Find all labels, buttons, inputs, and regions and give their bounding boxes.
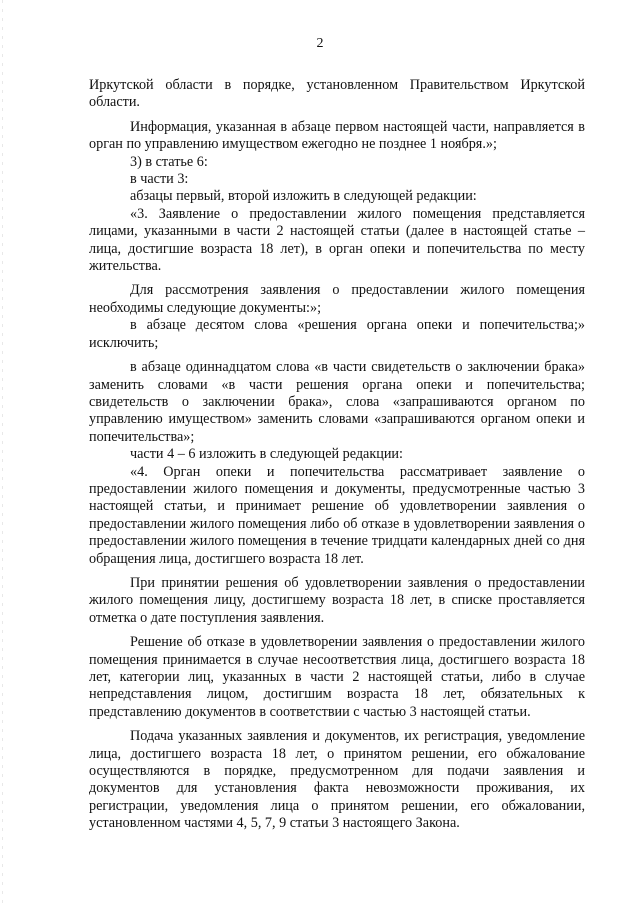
- page-number: 2: [316, 36, 324, 51]
- paragraph-acceptance: При принятии решения об удовлетворении заявления о предоставлении жилого помещения лицу, достигшему возраста 18 лет, в списке проставляется отметка о дате поступления заявления.: [89, 574, 585, 626]
- paragraph-item-3: 3) в статье 6:: [130, 153, 208, 170]
- paragraph-refusal: Решение об отказе в удовлетворении заявления о предоставлении жилого помещения принимается в случае несоответствия лица, достигшего возраста 18 лет, категории лиц, указанных в части 2 настоящей статьи, либо в случае непредставления лицом, достигшим возраста 18 лет, обязательных к представлению документов в соответствии с частью 3 настоящей статьи.: [89, 634, 585, 720]
- scan-edge-artifact: [2, 0, 3, 905]
- document-body: [89, 77, 585, 833]
- paragraph-eleventh-abzac: в абзаце одиннадцатом слова «в части свидетельств о заключении брака» заменить словами «в части решения органа опеки и попечительства; свидетельств о заключении брака», слова «запрашиваются органом по управлению имуществом» заменить словами «запрашиваются органом опеки и попечительства»;: [89, 359, 585, 445]
- paragraph-information: Информация, указанная в абзаце первом настоящей части, направляется в орган по управлению имуществом ежегодно не позднее 1 ноября.»;: [89, 118, 585, 153]
- paragraph-part-3: в части 3:: [130, 171, 189, 188]
- paragraph-part-4-text: «4. Орган опеки и попечительства рассматривает заявление о предоставлении жилого помещения и документы, предусмотренные частью 3 настоящей статьи, и принимает решение об удовлетворении заявления о предоставлении жилого помещения либо об отказе в удовлетворении заявления о предоставлении жилого помещения в течение тридцати календарных дней со дня обращения лица, достигшего возраста 18 лет.: [89, 463, 585, 567]
- paragraph-tenth-abzac: в абзаце десятом слова «решения органа опеки и попечительства;» исключить;: [89, 317, 585, 351]
- paragraph-amend-instruction: абзацы первый, второй изложить в следующей редакции:: [130, 188, 477, 205]
- paragraph-submission: Подача указанных заявления и документов, их регистрация, уведомление лица, достигшего возраста 18 лет, о принятом решении, его обжалование осуществляются в порядке, предусмотренном для подачи заявления и документов для установления факта невозможности проживания, их регистрации, уведомления лица о принятом решении, его обжаловании, установленном частями 4, 5, 7, 9 статьи 3 настоящего Закона.: [89, 728, 585, 832]
- paragraph-continuation: Иркутской области в порядке, установленном Правительством Иркутской области.: [89, 77, 585, 111]
- paragraph-parts-4-6: части 4 – 6 изложить в следующей редакции:: [130, 446, 403, 463]
- paragraph-part-3-text: «3. Заявление о предоставлении жилого помещения представляется лицами, указанными в части 2 настоящей статьи (далее в настоящей статье – лица, достигшие возраста 18 лет), в орган опеки и попечительства по месту жительства.: [89, 205, 585, 275]
- paragraph-documents: Для рассмотрения заявления о предоставлении жилого помещения необходимы следующие документы:»;: [89, 282, 585, 316]
